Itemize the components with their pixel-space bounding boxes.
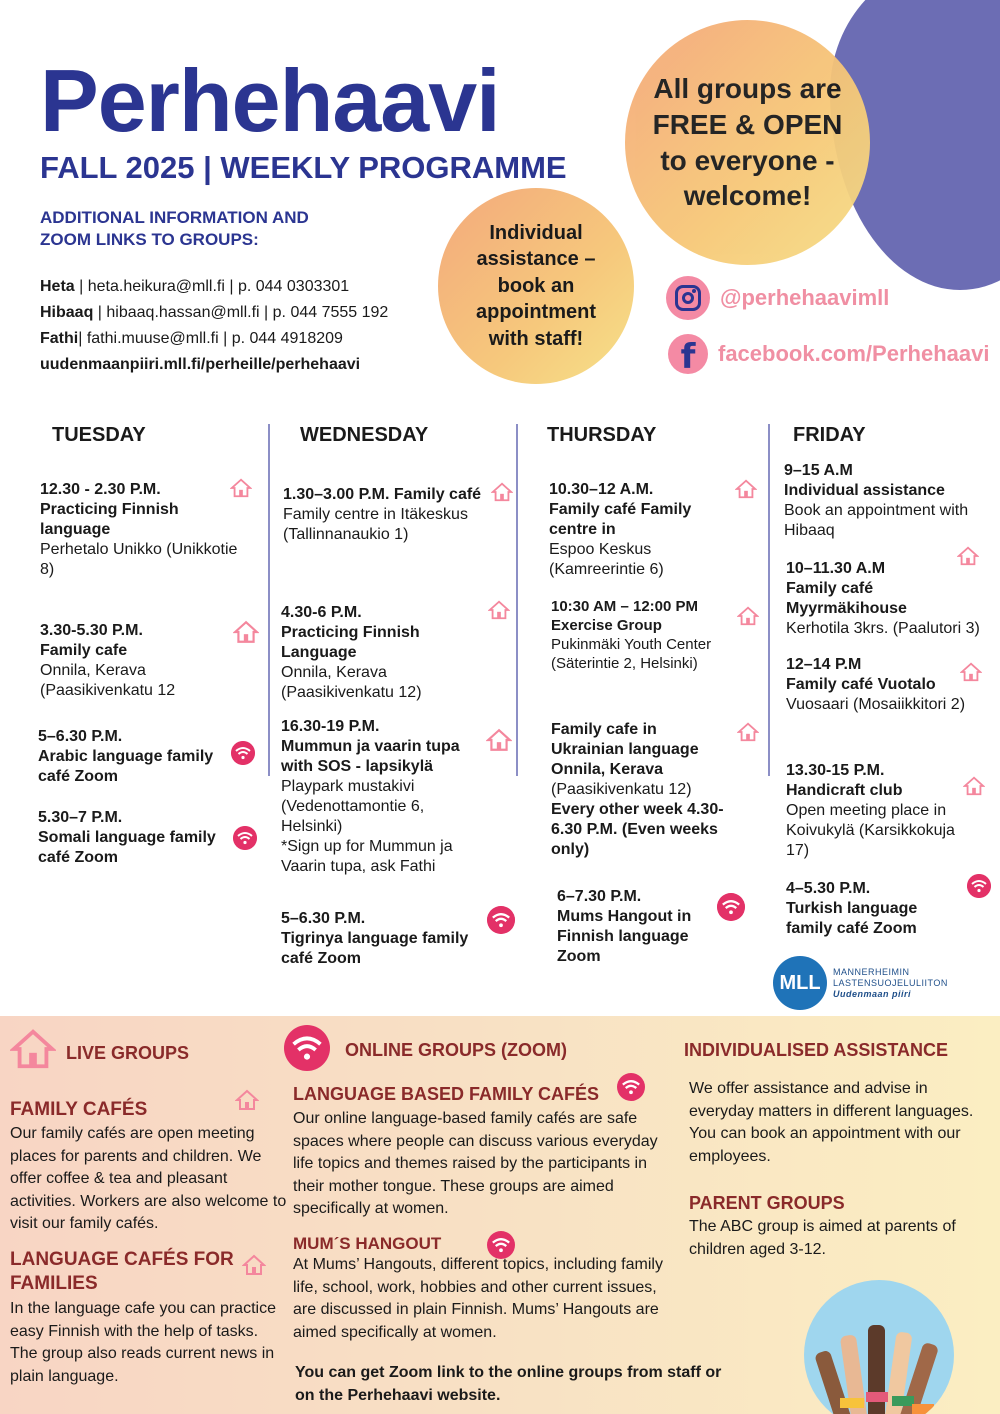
- individualised-heading: INDIVIDUALISED ASSISTANCE: [684, 1040, 949, 1060]
- wifi-icon: [717, 893, 745, 921]
- family-cafes-text: Our family cafés are open meeting places for parents and children. We offer coffee & tea and pleasant activities. Workers are also welcome to visit our family cafés.: [10, 1125, 287, 1232]
- parent-groups-text: The ABC group is aimed at parents of children aged 3-12.: [689, 1218, 956, 1258]
- event-item: 10.30–12 A.M. Family café Family centre in Espoo Keskus (Kamreerintie 6): [549, 481, 692, 578]
- website-link[interactable]: uudenmaanpiiri.mll.fi/perheille/perhehaavi: [40, 356, 361, 373]
- column-divider: [268, 424, 270, 776]
- day-header-friday: FRIDAY: [793, 424, 866, 446]
- event-item: 1.30–3.00 P.M. Family café Family centre in Itäkeskus (Tallinnanaukio 1): [283, 486, 482, 543]
- instagram-icon: [666, 276, 710, 320]
- house-icon: [957, 545, 979, 567]
- event-item: 10–11.30 A.M Family café Myyrmäkihouse Kerhotila 3krs. (Paalutori 3): [786, 560, 980, 637]
- event-item: 9–15 A.M Individual assistance Book an appointment with Hibaaq: [784, 462, 969, 539]
- house-icon: [230, 477, 252, 499]
- house-icon: [235, 1088, 259, 1112]
- column-divider: [768, 424, 770, 776]
- house-icon: [963, 775, 985, 797]
- mums-hangout-title: MUM´S HANGOUT: [293, 1234, 442, 1253]
- wifi-icon: [967, 874, 991, 898]
- event-item: 3.30-5.30 P.M. Family cafe Onnila, Kerava (Paasikivenkatu 12: [40, 622, 176, 699]
- house-icon: [735, 478, 757, 500]
- contact-fathi: Fathi| fathi.muuse@mll.fi | p. 044 4918209: [40, 330, 343, 347]
- house-icon: [486, 727, 512, 753]
- event-item: 12.30 - 2.30 P.M. Practicing Finnish language Perhetalo Unikko (Unikkotie 8): [40, 481, 238, 578]
- individualised-text: We offer assistance and advise in everyday matters in different languages. You can book an appointment with our employees.: [689, 1080, 974, 1165]
- lang-family-cafes-title: LANGUAGE BASED FAMILY CAFÉS: [293, 1084, 600, 1104]
- house-icon: [488, 599, 510, 621]
- page-subtitle: FALL 2025 | WEEKLY PROGRAMME: [40, 150, 567, 185]
- contact-hibaaq: Hibaaq | hibaaq.hassan@mll.fi | p. 044 7555 192: [40, 304, 389, 321]
- individual-assistance-callout: Individual assistance – book an appointment with staff!: [438, 188, 634, 384]
- zoom-note: You can get Zoom link to the online groups from staff or on the Perhehaavi website.: [295, 1364, 722, 1404]
- event-item: 12–14 P.M Family café Vuotalo Vuosaari (Mosaiikkitori 2): [786, 656, 966, 713]
- online-groups-heading: ONLINE GROUPS (ZOOM): [345, 1040, 567, 1060]
- parent-groups-title: PARENT GROUPS: [689, 1193, 845, 1213]
- lang-family-cafes-text: Our online language-based family cafés are safe spaces where people can discuss various everyday life topics and themes raised by the participants in their mother tongue. These groups are aimed specifically at women.: [293, 1110, 658, 1217]
- event-item: Family cafe in Ukrainian language Onnila, Kerava (Paasikivenkatu 12) Every other week 4.30-6.30 P.M. (Even weeks only): [551, 721, 724, 858]
- wifi-icon: [617, 1073, 645, 1101]
- house-icon: [10, 1026, 56, 1072]
- wifi-icon: [231, 741, 255, 765]
- page-title: Perhehaavi: [40, 51, 500, 150]
- event-item: 10:30 AM – 12:00 PM Exercise Group Pukinmäki Youth Center (Säterintie 2, Helsinki): [551, 598, 712, 672]
- contact-heta: Heta | heta.heikura@mll.fi | p. 044 0303301: [40, 278, 350, 295]
- house-icon: [960, 661, 982, 683]
- event-item: 5–6.30 P.M. Tigrinya language family café Zoom: [281, 910, 469, 967]
- facebook-icon: f: [668, 334, 708, 374]
- live-groups-heading: LIVE GROUPS: [66, 1043, 190, 1063]
- mums-hangout-text: At Mums’ Hangouts, different topics, including family life, school, work, hobbies and other current issues, are discussed in plain Finnish. Mums’ Hangouts are aimed specifically at women.: [293, 1256, 663, 1341]
- wifi-icon: [487, 906, 515, 934]
- column-divider: [516, 424, 518, 776]
- day-header-tuesday: TUESDAY: [52, 424, 146, 446]
- additional-info-heading: ADDITIONAL INFORMATION AND ZOOM LINKS TO GROUPS:: [40, 208, 309, 250]
- event-item: 6–7.30 P.M. Mums Hangout in Finnish language Zoom: [557, 888, 692, 965]
- house-icon: [242, 1253, 266, 1277]
- language-cafes-text: In the language cafe you can practice easy Finnish with the help of tasks. The group also reads current news in plain language.: [10, 1300, 276, 1385]
- family-cafes-title: FAMILY CAFÉS: [10, 1099, 148, 1120]
- house-icon: [737, 605, 759, 627]
- house-icon: [233, 619, 259, 645]
- event-item: 13.30-15 P.M. Handicraft club Open meeting place in Koivukylä (Karsikkokuja 17): [786, 762, 955, 859]
- facebook-link[interactable]: f facebook.com/Perhehaavi: [668, 334, 989, 374]
- wifi-icon: [233, 826, 257, 850]
- house-icon: [737, 721, 759, 743]
- event-item: 5–6.30 P.M. Arabic language family café Zoom: [38, 728, 214, 785]
- free-open-callout: All groups are FREE & OPEN to everyone - welcome!: [625, 20, 870, 265]
- event-item: 4.30-6 P.M. Practicing Finnish Language Onnila, Kerava (Paasikivenkatu 12): [281, 604, 422, 701]
- contact-list: [40, 274, 388, 378]
- instagram-link[interactable]: @perhehaavimll: [666, 276, 889, 320]
- house-icon: [491, 481, 513, 503]
- language-cafes-title: LANGUAGE CAFÉS FOR FAMILIES: [10, 1249, 234, 1294]
- day-header-wednesday: WEDNESDAY: [300, 424, 429, 446]
- wifi-icon: [284, 1025, 330, 1071]
- event-item: 16.30-19 P.M. Mummun ja vaarin tupa with SOS - lapsikylä Playpark mustakivi (Vedenottamontie 6, Helsinki) *Sign up for Mummun ja Vaarin tupa, ask Fathi: [281, 718, 460, 875]
- day-header-thursday: THURSDAY: [547, 424, 657, 446]
- mll-logo: MLL MANNERHEIMIN LASTENSUOJELULIITON Uudenmaan piiri: [773, 956, 948, 1010]
- event-item: 4–5.30 P.M. Turkish language family café Zoom: [786, 880, 918, 937]
- event-item: 5.30–7 P.M. Somali language family café Zoom: [38, 809, 216, 866]
